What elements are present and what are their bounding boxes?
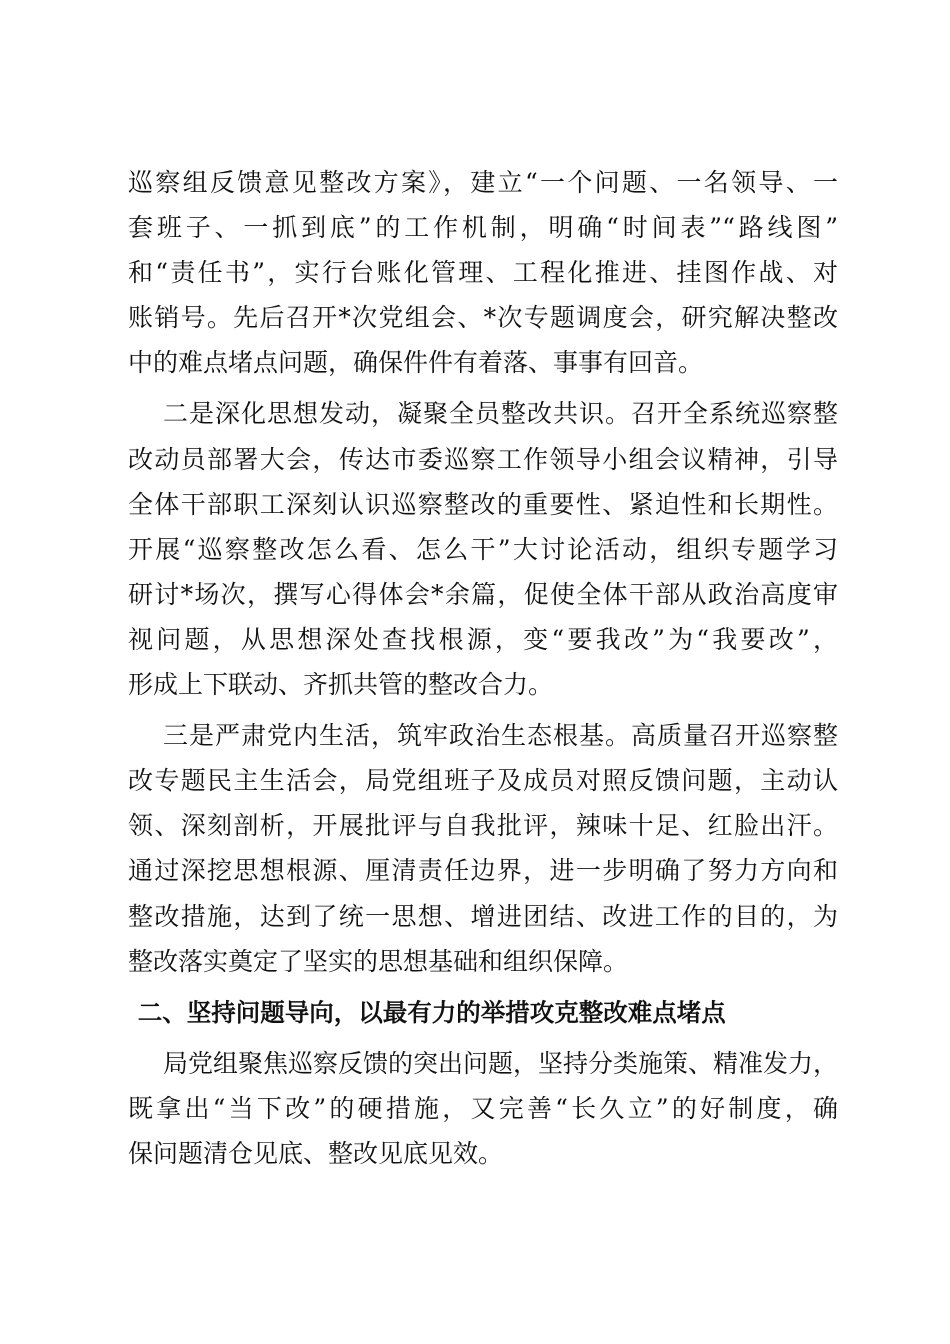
text-line: 全体干部职工深刻认识巡察整改的重要性、紧迫性和长期性。 — [128, 489, 838, 519]
text-line: 开展“巡察整改怎么看、怎么干”大讨论活动，组织专题学习 — [128, 534, 838, 564]
text-line: 研讨*场次，撰写心得体会*余篇，促使全体干部从政治高度审 — [128, 579, 838, 609]
text-line: 改专题民主生活会，局党组班子及成员对照反馈问题，主动认 — [128, 766, 838, 796]
paragraph-start-line: 二是深化思想发动，凝聚全员整改共识。召开全系统巡察整 — [163, 399, 838, 429]
text-line: 套班子、一抓到底”的工作机制，明确“时间表”“路线图” — [128, 213, 838, 243]
paragraph-start-line: 局党组聚焦巡察反馈的突出问题，坚持分类施策、精准发力， — [163, 1048, 839, 1078]
text-line: 整改落实奠定了坚实的思想基础和组织保障。 — [128, 946, 629, 976]
text-line: 整改措施，达到了统一思想、增进团结、改进工作的目的，为 — [128, 901, 838, 931]
paragraph-start-line: 三是严肃党内生活，筑牢政治生态根基。高质量召开巡察整 — [163, 721, 838, 751]
text-line: 视问题，从思想深处查找根源，变“要我改”为“我要改”， — [128, 624, 838, 654]
text-line: 保问题清仓见底、整改见底见效。 — [128, 1138, 504, 1168]
text-line: 中的难点堵点问题，确保件件有着落、事事有回音。 — [128, 348, 704, 378]
text-line: 形成上下联动、齐抓共管的整改合力。 — [128, 670, 554, 700]
document-body — [128, 160, 838, 1176]
text-line: 账销号。先后召开*次党组会、*次专题调度会，研究解决整改 — [128, 303, 838, 333]
text-line: 领、深刻剖析，开展批评与自我批评，辣味十足、红脸出汗。 — [128, 811, 838, 841]
text-line: 和“责任书”，实行台账化管理、工程化推进、挂图作战、对 — [128, 258, 838, 288]
text-line: 改动员部署大会，传达市委巡察工作领导小组会议精神，引导 — [128, 444, 838, 474]
text-line: 通过深挖思想根源、厘清责任边界，进一步明确了努力方向和 — [128, 856, 838, 886]
text-line: 巡察组反馈意见整改方案》，建立“一个问题、一名领导、一 — [128, 168, 838, 197]
section-heading: 二、坚持问题导向，以最有力的举措攻克整改难点堵点 — [137, 997, 726, 1027]
text-line: 既拿出“当下改”的硬措施，又完善“长久立”的好制度，确 — [128, 1093, 838, 1123]
